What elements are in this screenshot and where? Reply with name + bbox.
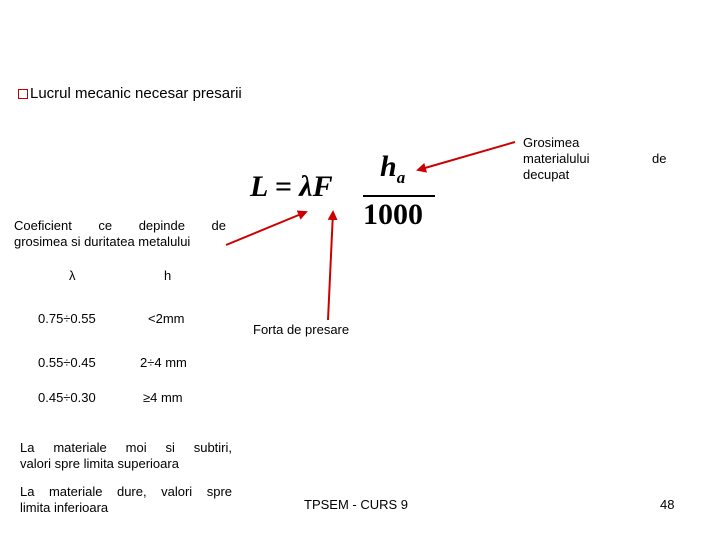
note2-line1: La materiale dure, valori spre (20, 484, 232, 499)
note1-line1: La materiale moi si subtiri, (20, 440, 232, 455)
table-cell-r1-c1: 0.75÷0.55 (38, 311, 96, 326)
table-cell-r3-c1: 0.45÷0.30 (38, 390, 96, 405)
thickness-label-line3: decupat (523, 167, 570, 182)
coefficient-label-line1: Coeficient ce depinde de (14, 218, 226, 233)
arrow-to-thickness (418, 142, 515, 170)
arrow-to-force (328, 212, 333, 320)
formula-lhs: L = λF (250, 170, 333, 203)
table-cell-r1-c2: <2mm (148, 311, 185, 326)
thickness-label-line1: Grosimea (523, 135, 580, 150)
thickness-label-de: de (652, 151, 667, 166)
thickness-label-line2: materialului (523, 151, 590, 166)
formula-numerator-h: h (380, 150, 397, 183)
heading-text: Lucrul mecanic necesar presarii (30, 85, 242, 102)
coefficient-label-line2: grosimea si duritatea metalului (14, 234, 191, 249)
formula-denominator: 1000 (363, 198, 423, 231)
formula-numerator-sub: a (396, 168, 406, 187)
table-header-lambda: λ (69, 268, 76, 283)
table-cell-r2-c1: 0.55÷0.45 (38, 355, 96, 370)
arrow-to-coefficient (226, 212, 306, 245)
slide-footer: TPSEM - CURS 9 (304, 497, 409, 512)
force-annotation: Forta de presare (253, 322, 350, 337)
note1-line2: valori spre limita superioara (20, 456, 179, 471)
note2-line2: limita inferioara (20, 500, 109, 515)
table-cell-r2-c2: 2÷4 mm (140, 355, 187, 370)
table-cell-r3-c2: ≥4 mm (143, 390, 183, 405)
table-header-h: h (164, 268, 172, 283)
page-number: 48 (660, 497, 675, 512)
